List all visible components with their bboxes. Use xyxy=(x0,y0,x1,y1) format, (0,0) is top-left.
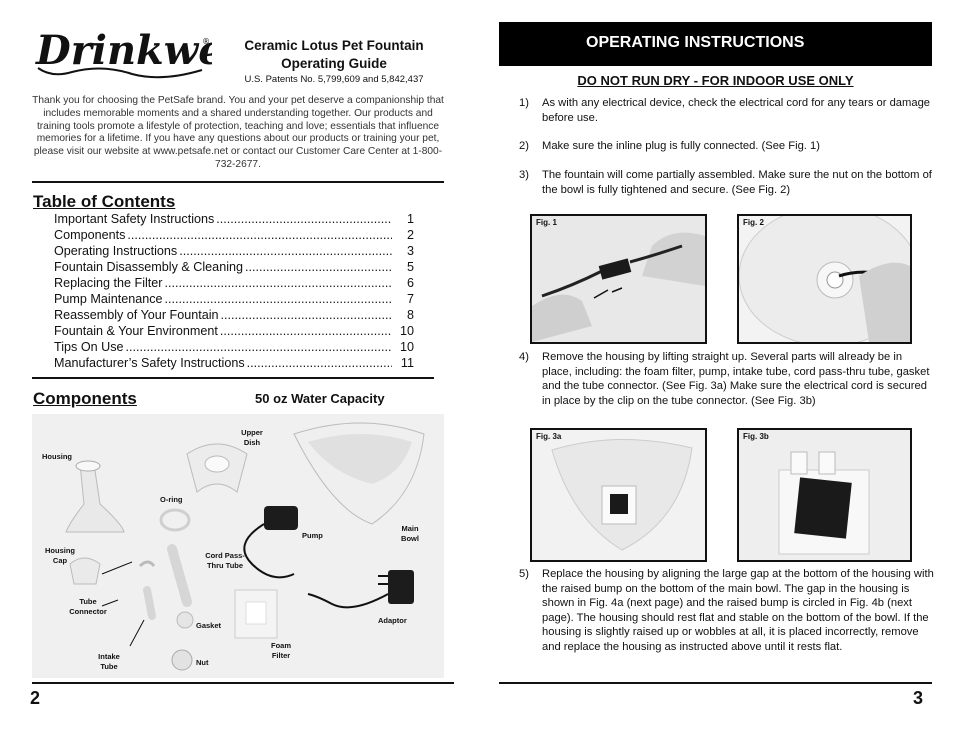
figure-2 xyxy=(737,214,912,344)
toc-heading: Table of Contents xyxy=(33,192,176,211)
divider xyxy=(32,181,444,183)
part-label-cord-tube: Cord Pass-Thru Tube xyxy=(205,551,245,570)
guide-title-line1: Ceramic Lotus Pet Fountain xyxy=(244,38,424,53)
toc-item[interactable]: Manufacturer’s Safety Instructions ..... 11 xyxy=(54,356,414,370)
part-label-upper-dish: Upper Dish xyxy=(241,428,263,447)
svg-text:®: ® xyxy=(202,37,210,46)
toc-item[interactable]: Fountain Disassembly & Cleaning ..... 5 xyxy=(54,260,414,274)
step-item: 5) Replace the housing by aligning the large gap at the bottom of the housing with the raised bump on the bottom of the main bowl. The gap in the housing is shown in Fig. 4a (next page) and the raised bump is circled in Fig. 4b (next page). The housing should rest flat and stable on the bottom of the bowl. If the housing is slightly raised up or wobbles at all, it is placed incorrectly, remove and replace the housing as instructed above until it rests flat. xyxy=(519,568,934,653)
figure-2-label: Fig. 2 xyxy=(743,218,764,227)
part-label-o-ring: O-ring xyxy=(160,495,183,504)
step-item: 4) Remove the housing by lifting straight up. Several parts will already be in place, including: the foam filter, pump, intake tube, cord pass-thru tube, gasket and the tube connector. (See Fig. 3a) Make sure the electrical cord is secured in place by the clip on the tube connector. (See Fig. 3b) xyxy=(519,351,930,407)
toc-item[interactable]: Tips On Use ..... 10 xyxy=(54,340,414,354)
part-label-nut: Nut xyxy=(196,658,209,667)
figure-1 xyxy=(530,214,707,344)
figure-3a xyxy=(530,428,707,562)
components-heading: Components xyxy=(33,389,137,408)
page-number-left: 2 xyxy=(30,688,41,708)
guide-title-line2: Operating Guide xyxy=(281,56,387,71)
divider xyxy=(32,377,434,379)
part-label-pump: Pump xyxy=(302,531,323,540)
section-title: OPERATING INSTRUCTIONS xyxy=(586,34,805,51)
toc-item[interactable]: Reassembly of Your Fountain ..... 8 xyxy=(54,308,414,322)
step-item: 2) Make sure the inline plug is fully connected. (See Fig. 1) xyxy=(519,140,820,152)
drinkwell-logo xyxy=(32,30,212,82)
figure-3b xyxy=(737,428,912,562)
figure-3a-label: Fig. 3a xyxy=(536,432,562,441)
step-item: 1) As with any electrical device, check the electrical cord for any tears or damage before use. xyxy=(519,97,931,124)
page-number-right: 3 xyxy=(913,688,924,708)
part-label-main-bowl: Main Bowl xyxy=(401,524,419,543)
toc-item[interactable]: Components ..... 2 xyxy=(54,228,414,242)
part-label-housing: Housing xyxy=(42,452,72,461)
part-label-tube-connector: Tube Connector xyxy=(69,597,107,616)
part-label-gasket: Gasket xyxy=(196,621,222,630)
toc-item[interactable]: Important Safety Instructions ..... 1 xyxy=(54,212,414,226)
toc-item[interactable]: Replacing the Filter ..... 6 xyxy=(54,276,414,290)
step-item: 3) The fountain will come partially assembled. Make sure the nut on the bottom of the bowl is fully tightened and secure. (See Fig. 2) xyxy=(519,169,932,196)
capacity-label: 50 oz Water Capacity xyxy=(255,391,385,406)
toc-item[interactable]: Operating Instructions ..... 3 xyxy=(54,244,414,258)
intro-paragraph: Thank you for choosing the PetSafe brand. You and your pet deserve a companionship that includes memorable moments and a shared understanding together. Our products and training tools promote a lifestyle of protection, teaching and love; essentials that influence memories for a lifetime. If you have any questions about our products or training your pet, please visit our website at www.petsafe.net or contact our Customer Care Center at 1-800-732-2677. xyxy=(32,95,444,170)
part-label-housing-cap: Housing Cap xyxy=(45,546,75,565)
patents-text: U.S. Patents No. 5,799,609 and 5,842,437 xyxy=(244,74,424,85)
divider xyxy=(499,682,932,684)
toc-item[interactable]: Pump Maintenance ..... 7 xyxy=(54,292,414,306)
svg-text:Drinkwell: Drinkw xyxy=(36,30,199,74)
divider xyxy=(32,682,454,684)
part-label-foam-filter: Foam Filter xyxy=(270,641,291,660)
toc-item[interactable]: Fountain & Your Environment ..... 10 xyxy=(54,324,414,338)
figure-1-label: Fig. 1 xyxy=(536,218,557,227)
warning-text: DO NOT RUN DRY - FOR INDOOR USE ONLY xyxy=(577,73,854,88)
components-illustration xyxy=(32,414,444,678)
part-label-adaptor: Adaptor xyxy=(378,616,407,625)
part-label-intake-tube: Intake Tube xyxy=(98,652,120,671)
guide-title xyxy=(215,37,453,73)
figure-3b-label: Fig. 3b xyxy=(743,432,769,441)
